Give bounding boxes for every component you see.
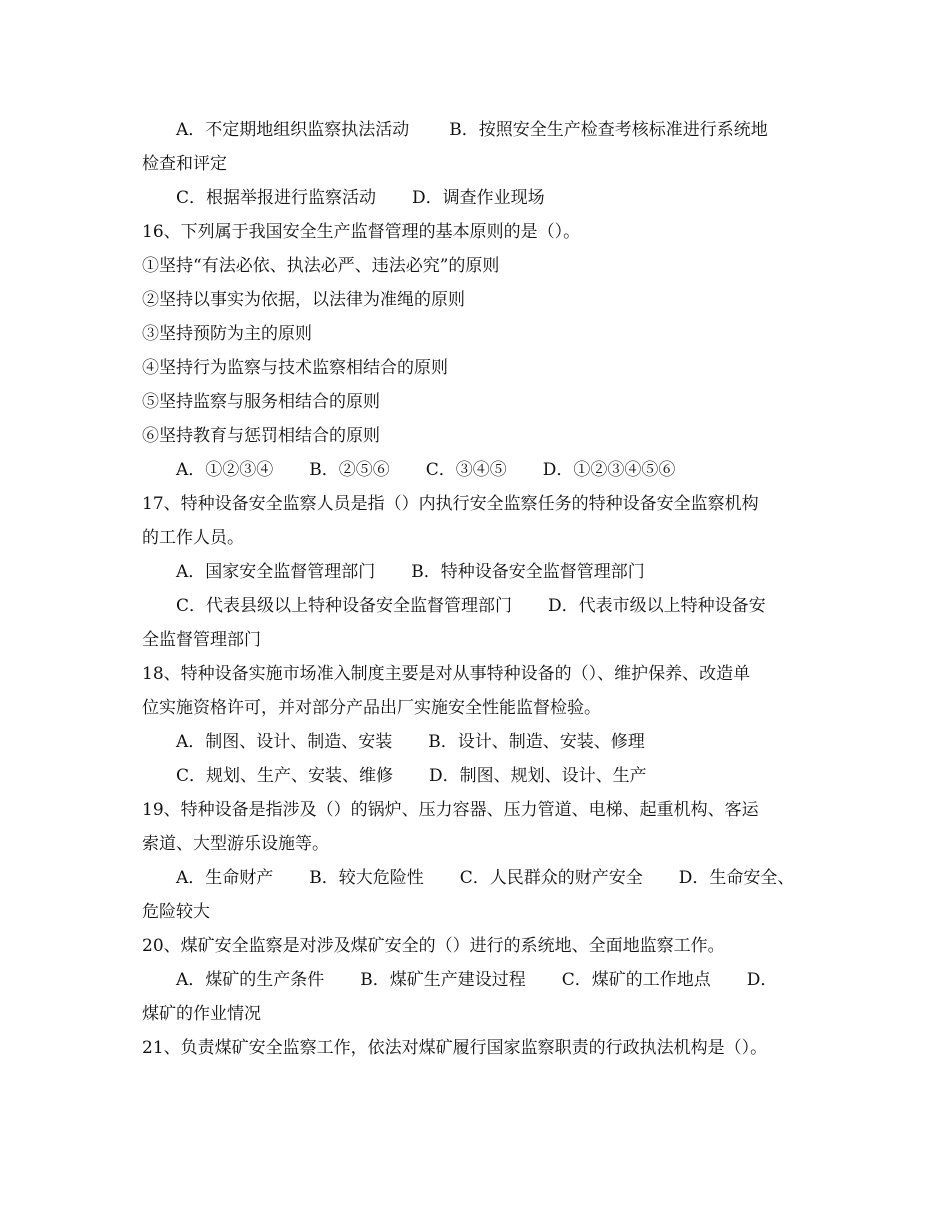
option-d: D．生命安全、 (678, 868, 795, 888)
question-15-option-b-continued: 检查和评定 (142, 154, 227, 174)
option-b: B．特种设备安全监督管理部门 (411, 562, 645, 582)
option-b: B．设计、制造、安装、修理 (428, 732, 645, 752)
option-c: C．③④⑤ (425, 460, 507, 480)
option-b: B．②⑤⑥ (309, 460, 390, 480)
question-16-options (176, 459, 675, 481)
question-19-options (176, 867, 794, 889)
question-16-item-3: ③坚持预防为主的原则 (142, 324, 312, 344)
question-20-option-d-continued: 煤矿的作业情况 (142, 1004, 261, 1024)
question-17-stem-continued: 的工作人员。 (142, 528, 244, 548)
question-18-stem: 18、特种设备实施市场准入制度主要是对从事特种设备的（）、维护保养、改造单 (142, 664, 751, 684)
question-19-stem: 19、特种设备是指涉及（）的锅炉、压力容器、压力管道、电梯、起重机构、客运 (142, 800, 759, 820)
option-a: A．制图、设计、制造、安装 (176, 732, 393, 752)
option-b: B．煤矿生产建设过程 (360, 970, 526, 990)
question-18-options-row-2 (176, 765, 647, 787)
option-b: B．较大危险性 (309, 868, 424, 888)
option-d: D．制图、规划、设计、生产 (429, 766, 647, 786)
option-a: A．国家安全监督管理部门 (176, 562, 376, 582)
question-17-stem: 17、特种设备安全监察人员是指（）内执行安全监察任务的特种设备安全监察机构 (142, 494, 759, 514)
option-b: B．按照安全生产检查考核标准进行系统地 (449, 120, 768, 140)
question-18-options-row-1 (176, 731, 645, 753)
question-16-item-4: ④坚持行为监察与技术监察相结合的原则 (142, 358, 448, 378)
question-20-stem: 20、煤矿安全监察是对涉及煤矿安全的（）进行的系统地、全面地监察工作。 (142, 936, 725, 956)
option-c: C．人民群众的财产安全 (459, 868, 643, 888)
question-17-options-row-1 (176, 561, 645, 583)
question-19-option-d-continued: 危险较大 (142, 902, 210, 922)
option-a: A．生命财产 (176, 868, 274, 888)
option-d: D．①②③④⑤⑥ (542, 460, 676, 480)
option-c: C．代表县级以上特种设备安全监督管理部门 (176, 596, 513, 616)
option-c: C．规划、生产、安装、维修 (176, 766, 394, 786)
question-16-item-2: ②坚持以事实为依据，以法律为准绳的原则 (142, 290, 465, 310)
question-16-item-6: ⑥坚持教育与惩罚相结合的原则 (142, 426, 380, 446)
option-d: D． (746, 970, 778, 990)
question-20-options (176, 969, 777, 991)
question-15-options-row-1 (176, 119, 768, 141)
question-17-option-d-continued: 全监督管理部门 (142, 630, 261, 650)
question-16-stem: 16、下列属于我国安全生产监督管理的基本原则的是（）。 (142, 222, 581, 242)
option-a: A．煤矿的生产条件 (176, 970, 325, 990)
question-19-stem-continued: 索道、大型游乐设施等。 (142, 834, 329, 854)
question-16-item-1: ①坚持“有法必依、执法必严、违法必究”的原则 (142, 256, 500, 276)
option-d: D．代表市级以上特种设备安 (548, 596, 766, 616)
question-16-item-5: ⑤坚持监察与服务相结合的原则 (142, 392, 380, 412)
question-18-stem-continued: 位实施资格许可，并对部分产品出厂实施安全性能监督检验。 (142, 698, 601, 718)
option-a: A．①②③④ (176, 460, 274, 480)
question-21-stem: 21、负责煤矿安全监察工作，依法对煤矿履行国家监察职责的行政执法机构是（）。 (142, 1038, 768, 1058)
question-17-options-row-2 (176, 595, 766, 617)
question-15-options-row-2 (176, 187, 545, 209)
option-a: A．不定期地组织监察执法活动 (176, 120, 410, 140)
option-c: C．根据举报进行监察活动 (176, 188, 377, 208)
option-c: C．煤矿的工作地点 (561, 970, 711, 990)
option-d: D．调查作业现场 (412, 188, 545, 208)
